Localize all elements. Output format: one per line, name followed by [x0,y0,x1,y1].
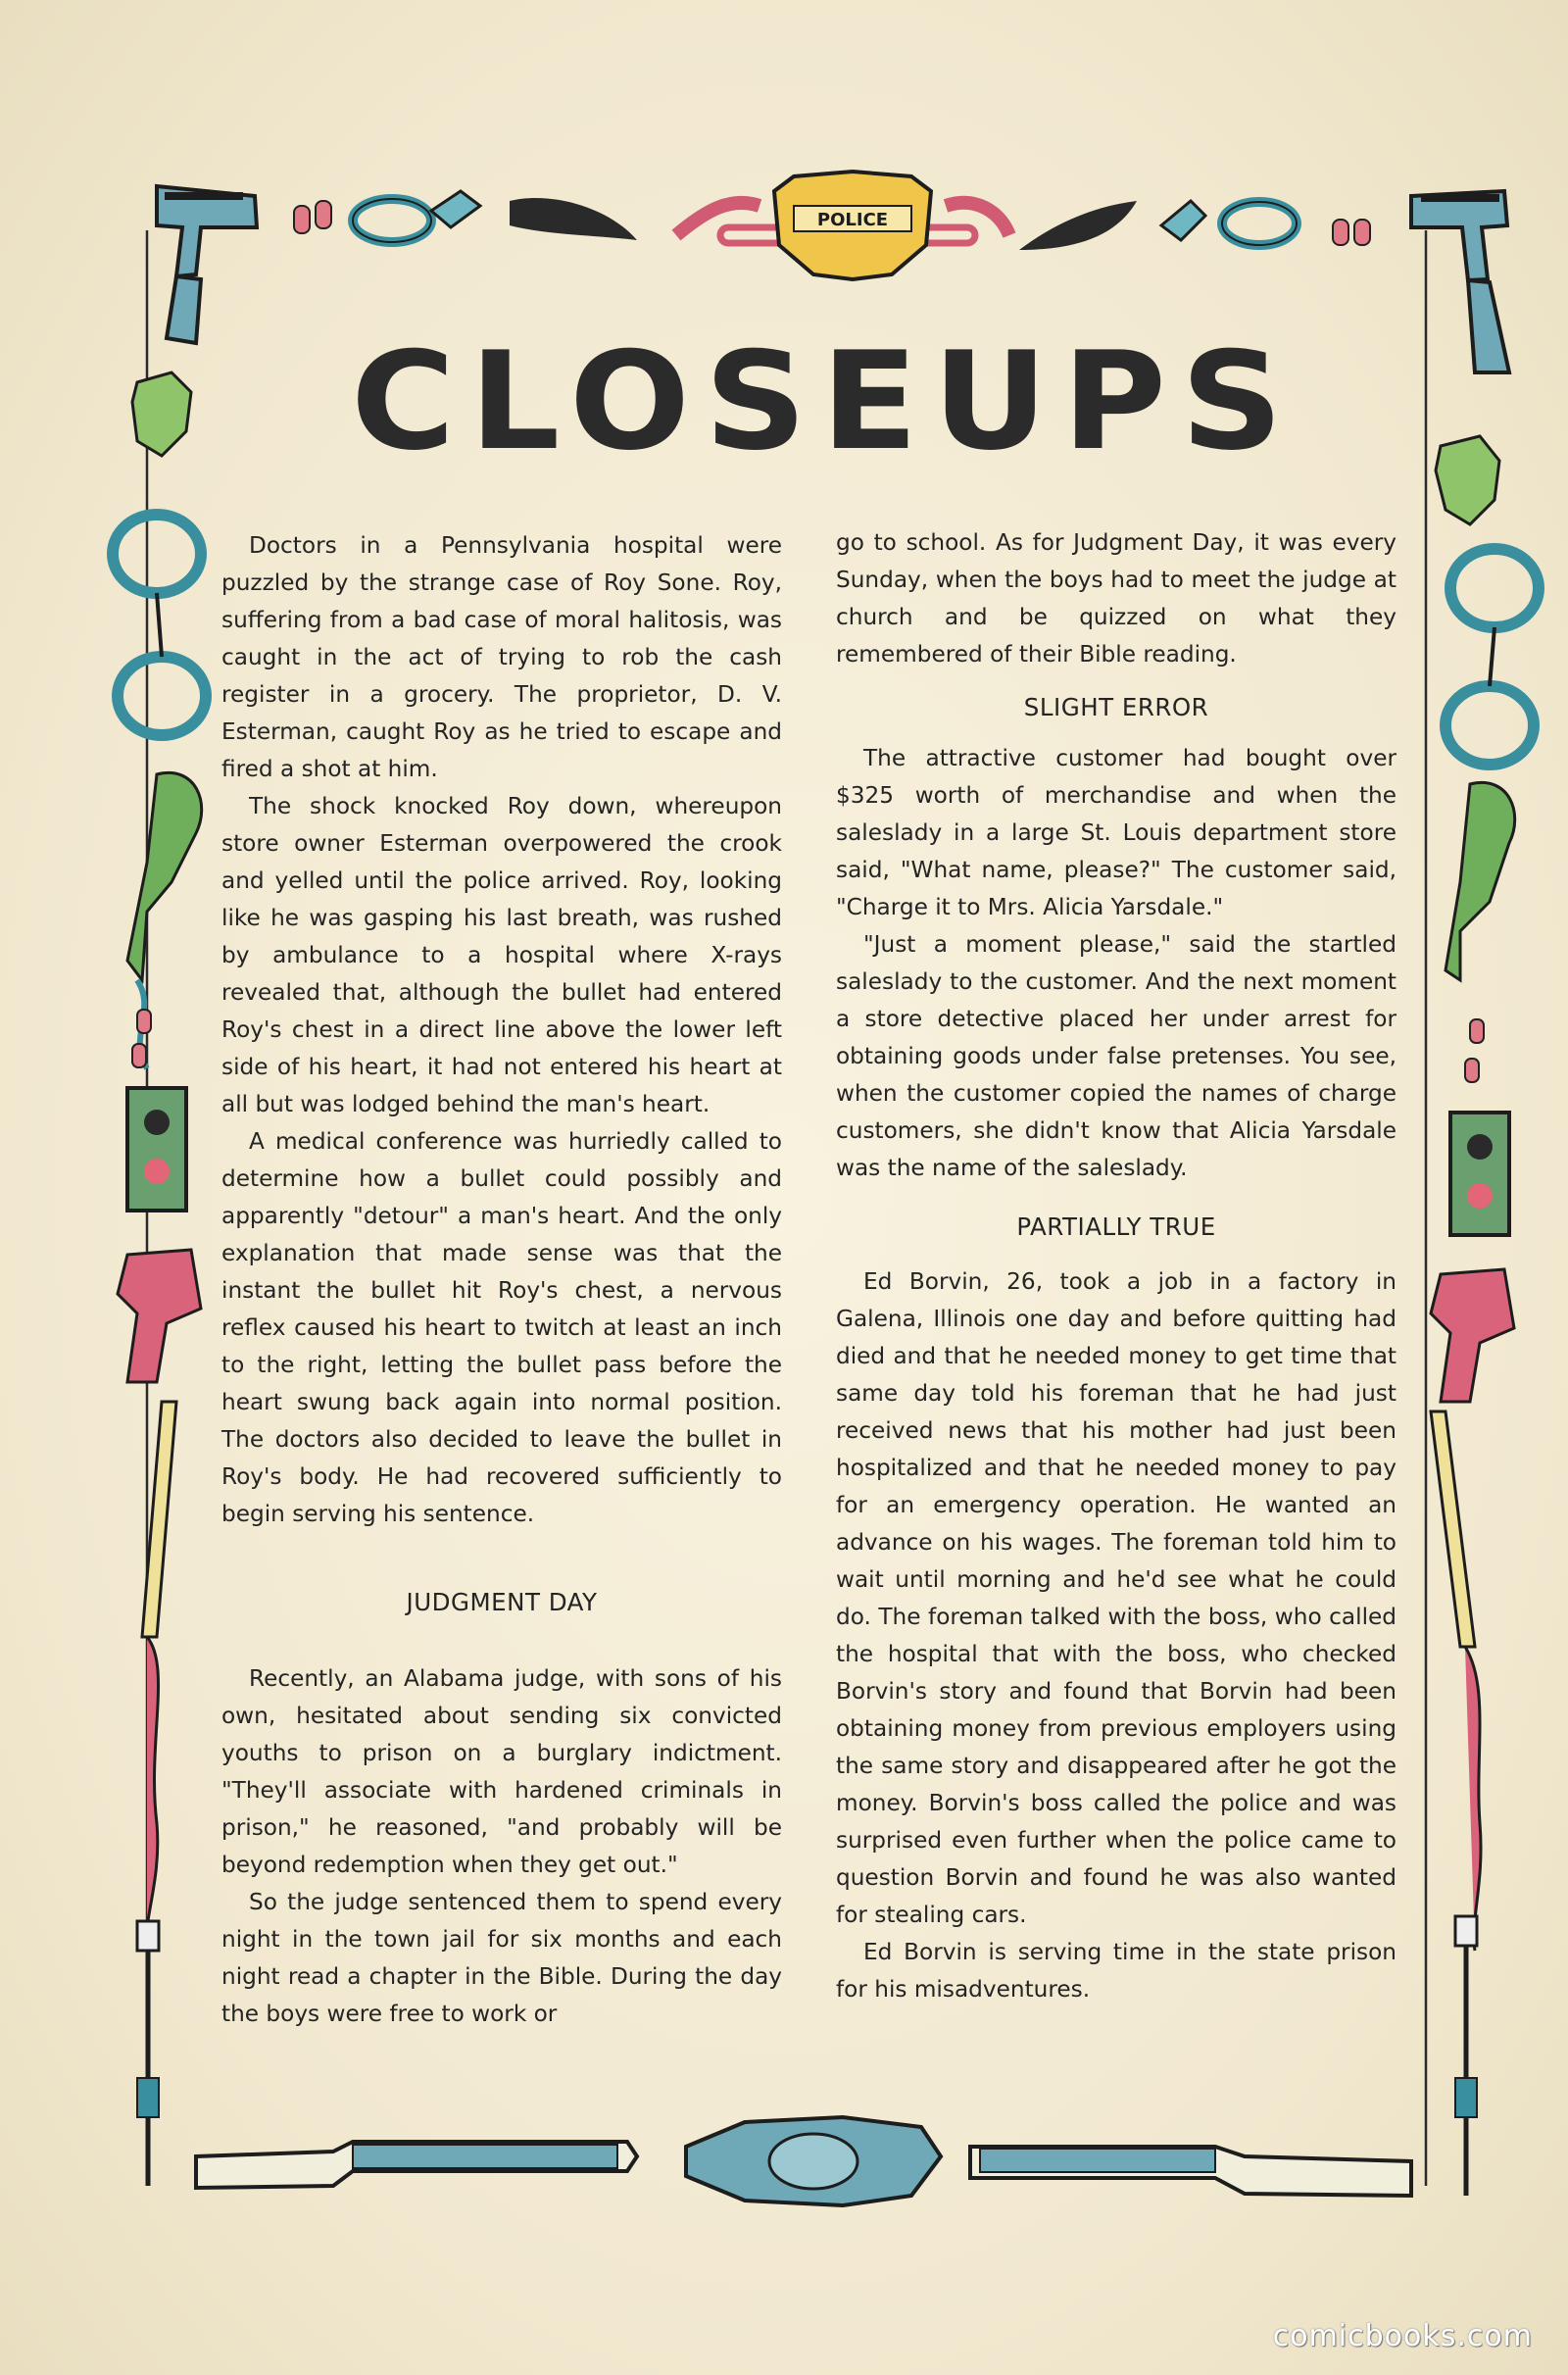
shield-badge-icon-left [132,372,191,456]
traffic-light-icon-left [127,1088,186,1211]
handcuffs-icon-left [113,515,206,735]
handcuffs-icon-right [1446,549,1539,765]
story-paragraph: So the judge sentenced them to spend every night in the town jail for six months and each night read a chapter in the Bible. During the day the boys were free to work or [221,1889,782,2027]
story-paragraph: Doctors in a Pennsylvania hospital were puzzled by the strange case of Roy Sone. Roy, suffering from a bad case of moral halitosis, was caught in the act of trying to rob the cash register in a grocery. The proprietor, D. V. Esterman, caught Roy as he tried to escape and fired a shot at him. [221,532,782,782]
lamp-post-icon-left [137,1921,159,2186]
story-paragraph: The attractive customer had bought over $325 worth of merchandise and when the saleslady in a large St. Louis department store said, "What name, please?" The customer said, "Charge it to Mrs. Alicia Yarsdale." [836,745,1396,920]
bullets-icon-top-left [294,201,331,233]
bullets-icon-right [1465,1019,1484,1082]
traffic-light-icon-right [1450,1113,1509,1235]
story-paragraph: "Just a moment please," said the startled saleslady to the customer. And the next moment a store detective placed her under arrest for obtaining goods under false pretenses. You see, when the customer copied the names of charge customers, she didn't know that Alicia Yarsdale was the name of the saleslady. [836,931,1396,1181]
section-heading-partially-true: PARTIALLY TRUE [1016,1212,1216,1241]
section-heading-judgment-day: JUDGMENT DAY [406,1588,598,1616]
story-paragraph: go to school. As for Judgment Day, it was every Sunday, when the boys had to meet the judge at church and be quizzed on what they remembered of their Bible reading. [836,529,1396,668]
revolver-icon-right [1431,1269,1514,1402]
left-column [221,527,782,2033]
revolver-icon-left [118,1250,201,1382]
pistol-icon-top-left [157,186,257,343]
rifle-icon-bottom-right [970,2147,1411,2196]
lamp-post-icon-right [1455,1916,1477,2196]
bullets-icon-top-right [1333,220,1370,245]
shield-badge-icon-right [1436,436,1499,524]
nightstick-icon-right [1431,1411,1481,1951]
story-paragraph: Ed Borvin is serving time in the state prison for his misadventures. [836,1939,1396,2003]
right-column [836,524,1396,2008]
story-paragraph: A medical conference was hurriedly called to determine how a bullet could possibly and apparently "detour" a man's heart. And the only explanation that made sense was that the instant the bullet hit Roy's chest, a nervous reflex caused his heart to twitch at least an inch to the right, letting the bullet pass before the heart swung back again into normal position. The doctors also decided to leave the bullet in Roy's body. He had recovered sufficiently to begin serving his sentence. [221,1128,782,1527]
story-paragraph: Ed Borvin, 26, took a job in a factory in Galena, Illinois one day and before quitting had died and that he needed money to get time that same day told his foreman that he had just received news that his mother had just been hospitalized and that he needed money to pay for an emergency operation. He wanted an advance on his wages. The foreman told him to wait until morning and he'd see what he could do. The foreman talked with the boss, who called the hospital that with the boss, who checked Borvin's story and found that Borvin had been obtaining money from previous employers using the same story and disappeared after he got the money. Borvin's boss called the police and was surprised even further when the police came to question Borvin and found he was also wanted for stealing cars. [836,1268,1396,1928]
police-badge-icon-bottom [686,2117,941,2205]
section-heading-slight-error: SLIGHT ERROR [1023,693,1209,721]
story-paragraph: The shock knocked Roy down, whereupon store owner Esterman overpowered the crook and yelled until the police arrived. Roy, looking like he was gasping his last breath, was rushed by ambulance to a hospital where X-rays revealed that, although the bullet had entered Roy's chest in a direct line above the lower left side of his heart, it had not entered his heart at all but was lodged behind the man's heart. [221,793,782,1117]
svg-text:POLICE: POLICE [816,210,889,230]
telephone-icon-right [1446,782,1515,980]
rifle-icon-bottom-left [196,2142,637,2188]
page-title: CLOSEUPS [351,322,1298,480]
story-paragraph: Recently, an Alabama judge, with sons of his own, hesitated about sending six convicted youths to prison on a burglary indictment. "They'll associate with hardened criminals in prison," he reasoned, "and probably will be beyond redemption when they get out." [221,1665,782,1878]
police-badge-icon [774,172,931,279]
site-watermark: comicbooks.com [1272,2319,1533,2353]
